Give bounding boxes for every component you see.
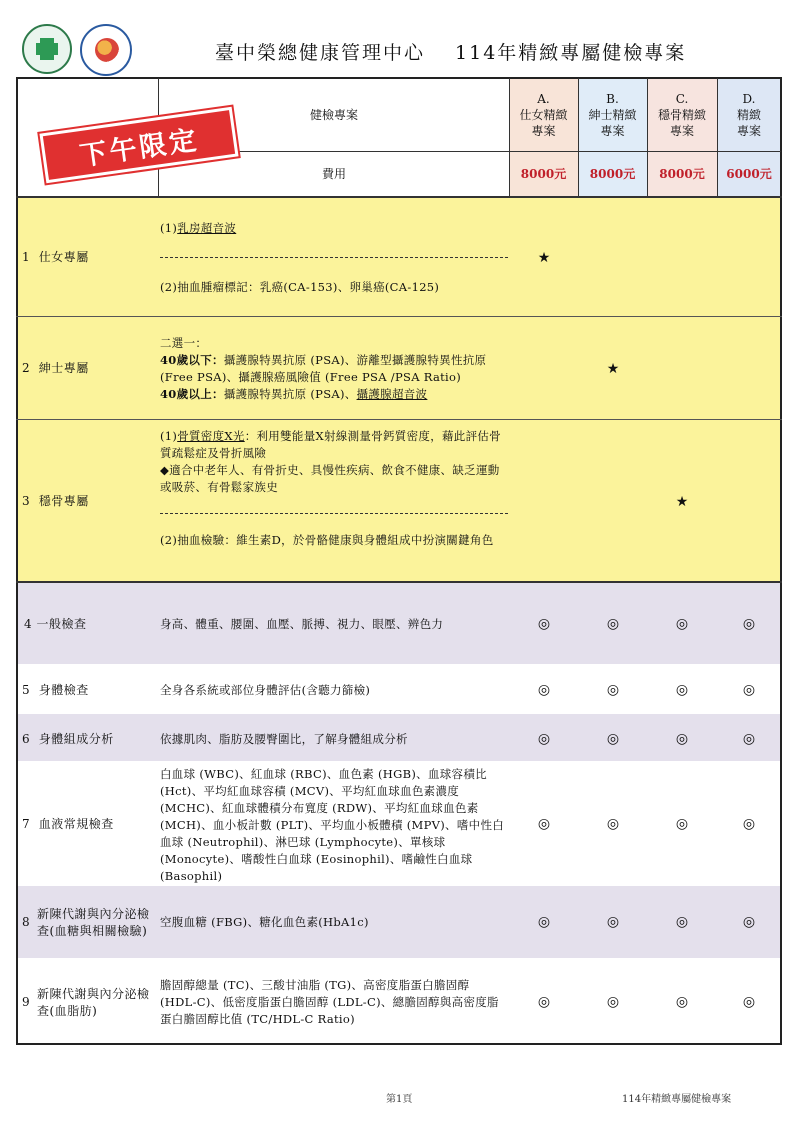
row6-desc: 依據肌肉、脂肪及腰臀圍比，了解身體組成分析 — [160, 732, 408, 746]
row7-col-b-mark: ◎ — [606, 816, 620, 832]
row1-label: 1 仕女專屬 — [22, 250, 89, 264]
row8-num: 8 — [22, 915, 31, 929]
row3-item2: (2)抽血檢驗：維生素D，於骨骼健康與身體組成中扮演關鍵角色 — [160, 533, 494, 547]
col-b-fee: 8000元 — [589, 167, 636, 181]
project-header: 健檢專案 — [309, 107, 358, 122]
col-b-title: B. 紳士精緻專案 — [588, 92, 637, 138]
row9-num: 9 — [22, 995, 31, 1009]
row9-col-b-mark: ◎ — [606, 994, 620, 1010]
row6-col-d-mark: ◎ — [742, 731, 756, 747]
row3-item1: (1)骨質密度X光：利用雙能量X射線測量骨鈣質密度，藉此評估骨質疏鬆症及骨折風險 ◆適合中老年人、有骨折史、具慢性疾病、飲食不健康、缺乏運動或吸菸、有骨鬆家族史 — [160, 429, 501, 494]
title-project-name: 114年精緻專屬健檢專案 — [455, 42, 687, 64]
title-center-name: 臺中榮總健康管理中心 — [215, 42, 426, 64]
row5-col-b-mark: ◎ — [606, 682, 620, 698]
row9-label: 新陳代謝與內分泌檢查(血脂肪) — [37, 987, 150, 1018]
fee-header: 費用 — [321, 167, 346, 181]
row6-label: 6 身體組成分析 — [22, 732, 114, 746]
row4-col-d-mark: ◎ — [742, 616, 756, 632]
row7-col-a-mark: ◎ — [537, 816, 551, 832]
row9-col-c-mark: ◎ — [675, 994, 689, 1010]
row5-desc: 全身各系統或部位身體評估(含聽力篩檢) — [160, 683, 371, 697]
row1-item2: (2)抽血腫瘤標記：乳癌(CA-153)、卵巢癌(CA-125) — [160, 280, 440, 294]
row9-col-d-mark: ◎ — [742, 994, 756, 1010]
row4-col-b-mark: ◎ — [606, 616, 620, 632]
row2-label: 2 紳士專屬 — [22, 361, 89, 375]
row8-label: 新陳代謝與內分泌檢查(血糖與相關檢驗) — [37, 907, 150, 938]
row5-label: 5 身體檢查 — [22, 683, 89, 697]
row6-col-a-mark: ◎ — [537, 731, 551, 747]
row8-col-d-mark: ◎ — [742, 914, 756, 930]
page-number: 第1頁 — [386, 1094, 413, 1105]
row8-col-b-mark: ◎ — [606, 914, 620, 930]
row7-col-d-mark: ◎ — [742, 816, 756, 832]
row1-item1: (1)乳房超音波 — [160, 221, 237, 235]
row5-col-a-mark: ◎ — [537, 682, 551, 698]
row8-col-c-mark: ◎ — [675, 914, 689, 930]
row6-col-b-mark: ◎ — [606, 731, 620, 747]
footer-title: 114年精緻專屬健檢專案 — [622, 1094, 732, 1105]
afternoon-only-stamp: 下午限定 — [39, 107, 238, 184]
col-a-title: A. 仕女精緻專案 — [519, 92, 568, 138]
row2-col-b-star: ★ — [606, 361, 620, 377]
row8-desc: 空腹血糖 (FBG)、糖化血色素(HbA1c) — [160, 915, 369, 929]
row1-col-a-star: ★ — [537, 250, 551, 266]
row4-desc: 身高、體重、腰圍、血壓、脈搏、視力、眼壓、辨色力 — [160, 617, 444, 631]
col-d-title: D. 精緻專案 — [736, 92, 761, 138]
hospital-logo — [22, 24, 72, 74]
row3-label: 3 穩骨專屬 — [22, 494, 89, 508]
col-c-title: C. 穩骨精緻專案 — [657, 92, 706, 138]
row8-col-a-mark: ◎ — [537, 914, 551, 930]
row5-col-c-mark: ◎ — [675, 682, 689, 698]
col-d-fee: 6000元 — [726, 167, 772, 181]
row5-col-d-mark: ◎ — [742, 682, 756, 698]
col-a-fee: 8000元 — [520, 167, 567, 181]
page-title — [215, 38, 686, 65]
row4-col-a-mark: ◎ — [537, 616, 551, 632]
row2-desc: 二選一： 40歲以下：攝護腺特異抗原 (PSA)、游離型攝護腺特異性抗原 (Free PSA)、攝護腺癌風險值 (Free PSA /PSA Ratio) 40歲以上：攝護腺特異抗原 (PSA)、攝護腺超音波 — [160, 336, 487, 401]
row7-col-c-mark: ◎ — [675, 816, 689, 832]
row3-col-c-star: ★ — [675, 494, 689, 510]
row4-label: 4 一般檢查 — [24, 617, 87, 631]
certification-logo — [80, 24, 132, 76]
col-c-fee: 8000元 — [659, 167, 705, 181]
row9-col-a-mark: ◎ — [537, 994, 551, 1010]
row4-col-c-mark: ◎ — [675, 616, 689, 632]
row7-label: 7 血液常規檢查 — [22, 817, 114, 831]
row6-col-c-mark: ◎ — [675, 731, 689, 747]
row7-desc: 白血球 (WBC)、紅血球 (RBC)、血色素 (HGB)、血球容積比 (Hct)、平均紅血球容積 (MCV)、平均紅血球血色素濃度 (MCHC)、紅血球體積分布寬度 (RDW)、平均紅血球血色素 (MCH)、血小板計數 (PLT)、平均血小板體積 (MPV)、嗜中性白血球 (Neutrophil)、淋巴球 (Lymphocyte)、單核球 (Monocyte)、嗜酸性白血球 (Eosinophil)、嗜鹼性白血球 (Basophil) — [160, 767, 505, 883]
row9-desc: 膽固醇總量 (TC)、三酸甘油脂 (TG)、高密度脂蛋白膽固醇 (HDL-C)、低密度脂蛋白膽固醇 (LDL-C)、總膽固醇與高密度脂蛋白膽固醇比值 (TC/HDL-C Ratio) — [160, 978, 499, 1026]
